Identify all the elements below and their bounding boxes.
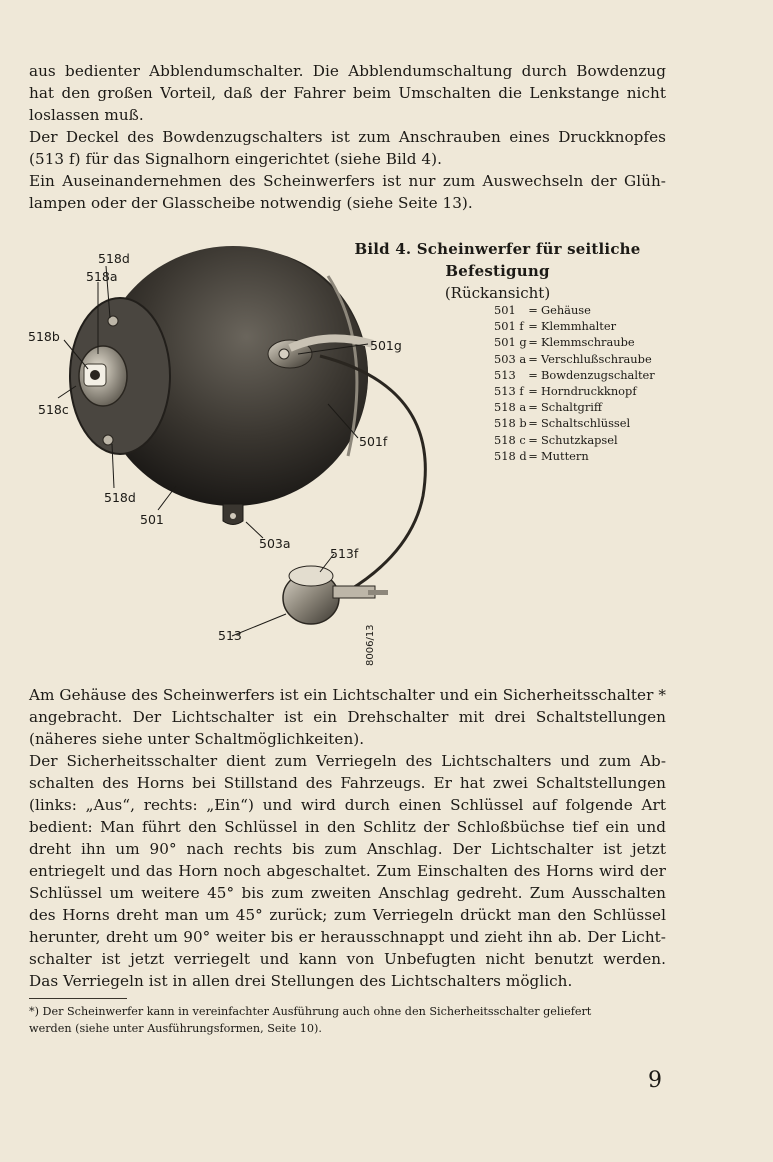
legend-equals: =	[528, 448, 538, 463]
label-518d-bottom: 518d	[104, 490, 136, 505]
legend-row	[494, 351, 674, 367]
clamp-screw	[279, 349, 289, 359]
nut-bottom	[103, 435, 113, 445]
legend-text: Gehäuse	[541, 303, 591, 317]
paragraph-switch-description	[29, 684, 666, 992]
legend-equals: =	[528, 303, 538, 317]
legend-equals: =	[528, 367, 538, 382]
label-501: 501	[140, 512, 164, 527]
text-line: Der Sicherheitsschalter dient zum Verriegeln des Lichtschalters und zum Ab-	[29, 752, 666, 770]
label-518c: 518c	[38, 402, 69, 417]
text-line: (links: „Aus“, rechts: „Ein“) und wird durch einen Schlüssel auf folgende Art	[29, 796, 666, 814]
text-line: Schlüssel um weitere 45° bis zum zweiten Anschlag gedreht. Zum Ausschalten	[29, 884, 666, 902]
legend-row	[494, 448, 674, 464]
legend-code: 503 a	[494, 351, 527, 366]
legend-equals: =	[528, 384, 538, 399]
legend-text: Muttern	[541, 448, 589, 463]
legend-text: Verschlußschraube	[541, 351, 652, 366]
legend-text: Horndruckknopf	[541, 384, 637, 399]
footnote-rule	[29, 998, 127, 999]
horn-button	[289, 566, 333, 586]
legend-code: 518 a	[494, 400, 527, 415]
text-line: schalter ist jetzt verriegelt und kann von Unbefugten nicht benutzt werden.	[29, 950, 666, 968]
text-line: lampen oder der Glasscheibe notwendig (siehe Seite 13).	[29, 194, 473, 212]
legend-text: Schaltgriff	[541, 400, 603, 415]
legend-code: 518 b	[494, 416, 527, 431]
caption-subtitle: (Rückansicht)	[444, 284, 551, 302]
legend-equals: =	[528, 319, 538, 334]
footnote-line: werden (siehe unter Ausführungsformen, Seite 10).	[29, 1022, 322, 1035]
caption-title: Bild 4. Scheinwerfer für seitliche Befestigung	[354, 240, 641, 280]
figure-caption	[325, 238, 670, 304]
text-line: Der Deckel des Bowdenzugschalters ist zum Anschrauben eines Druckknopfes	[29, 128, 666, 146]
legend-row	[494, 383, 674, 399]
text-line: entriegelt und das Horn noch abgeschaltet. Zum Einschalten des Horns wird der	[29, 862, 666, 880]
label-518a: 518a	[86, 269, 118, 284]
text-line: (513 f) für das Signalhorn eingerichtet (siehe Bild 4).	[29, 150, 442, 168]
legend-row	[494, 367, 674, 383]
label-518d-top: 518d	[98, 251, 130, 266]
footnote-line: *) Der Scheinwerfer kann in vereinfachter Ausführung auch ohne den Sicherheitsschalter geliefert	[29, 1005, 592, 1018]
label-501g: 501g	[370, 338, 402, 353]
label-513: 513	[218, 628, 242, 643]
text-line: dreht ihn um 90° nach rechts bis zum Anschlag. Der Lichtschalter ist jetzt	[29, 840, 666, 858]
legend-code: 513	[494, 367, 516, 382]
legend-text: Schaltschlüssel	[541, 416, 631, 431]
text-line: herunter, dreht um 90° weiter bis er herausschnappt und zieht ihn ab. Der Licht-	[29, 928, 666, 946]
legend-row	[494, 432, 674, 448]
legend-text: Schutzkapsel	[541, 432, 618, 447]
legend-equals: =	[528, 416, 538, 431]
legend-code: 518 d	[494, 448, 527, 463]
switch-key-hole	[90, 370, 100, 380]
footnote	[29, 1003, 669, 1037]
legend-code: 513 f	[494, 384, 524, 399]
legend-code: 518 c	[494, 432, 526, 447]
text-line: loslassen muß.	[29, 106, 144, 124]
text-line: aus bedienter Abblendumschalter. Die Abblendumschaltung durch Bowdenzug	[29, 62, 666, 80]
legend-code: 501	[494, 303, 516, 317]
text-line: Ein Auseinandernehmen des Scheinwerfers ist nur zum Auswechseln der Glüh-	[29, 172, 666, 190]
label-501f: 501f	[359, 434, 388, 449]
legend-row	[494, 415, 674, 431]
label-503a: 503a	[259, 536, 291, 551]
label-518b: 518b	[28, 329, 60, 344]
legend-text: Klemmhalter	[541, 319, 617, 334]
page-number: 9	[648, 1068, 662, 1093]
legend-equals: =	[528, 432, 538, 447]
text-line: schalten des Horns bei Stillstand des Fahrzeugs. Er hat zwei Schaltstellungen	[29, 774, 666, 792]
legend-equals: =	[528, 335, 538, 350]
bottom-screw	[230, 513, 236, 519]
legend-equals: =	[528, 400, 538, 415]
legend-row	[494, 302, 674, 318]
text-line: des Horns dreht man um 45° zurück; zum Verriegeln drückt man den Schlüssel	[29, 906, 666, 924]
text-line: hat den großen Vorteil, daß der Fahrer beim Umschalten die Lenkstange nicht	[29, 84, 666, 102]
switch-lever	[368, 590, 388, 595]
label-513f: 513f	[330, 546, 359, 561]
legend-code: 501 g	[494, 335, 527, 350]
text-line: bedient: Man führt den Schlüssel in den Schlitz der Schloßbüchse tief ein und	[29, 818, 666, 836]
paragraph-intro	[29, 60, 666, 214]
legend-text: Klemmschraube	[541, 335, 635, 350]
legend-row	[494, 334, 674, 350]
legend-row	[494, 399, 674, 415]
legend-equals: =	[528, 351, 538, 366]
text-line: Das Verriegeln ist in allen drei Stellungen des Lichtschalters möglich.	[29, 972, 573, 990]
photo-number: 8006/13	[365, 624, 376, 666]
legend-row	[494, 318, 674, 334]
figure-legend	[494, 302, 674, 464]
text-line: (näheres siehe unter Schaltmöglichkeiten).	[29, 730, 365, 748]
text-line: angebracht. Der Lichtschalter ist ein Drehschalter mit drei Schaltstellungen	[29, 708, 666, 726]
text-line: Am Gehäuse des Scheinwerfers ist ein Lichtschalter und ein Sicherheitsschalter *	[29, 686, 666, 704]
legend-text: Bowdenzugschalter	[541, 367, 655, 382]
legend-code: 501 f	[494, 319, 524, 334]
